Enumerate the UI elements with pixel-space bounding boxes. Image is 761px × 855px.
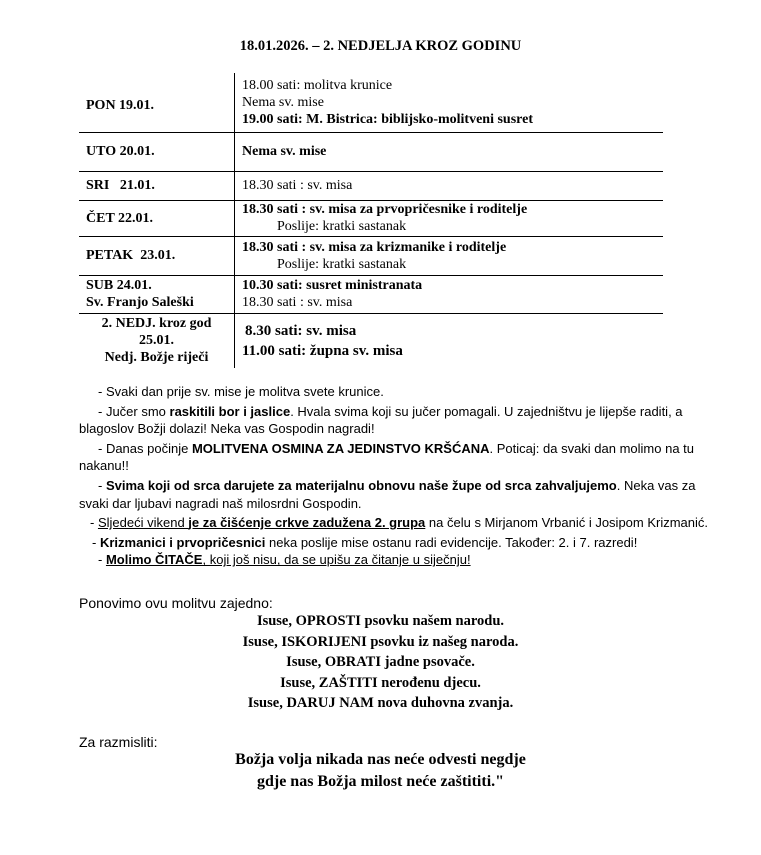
schedule-row-monday	[79, 73, 663, 132]
day-feast: Nedj. Božje riječi	[104, 350, 209, 366]
quote-line: gdje nas Božja milost neće zaštititi."	[256, 773, 505, 790]
day-cell	[79, 132, 235, 171]
announcement	[79, 514, 719, 532]
announcement-text: . Neka vas za svaki dar ljubavi nagradi naš milosrdni Gospodin.	[79, 477, 696, 511]
schedule-row-tuesday	[79, 132, 663, 171]
day-label: SUB 24.01.	[86, 278, 152, 293]
day-label: PETAK 23.01.	[86, 248, 176, 263]
events-cell	[235, 313, 664, 368]
event-line: 18.30 sati : sv. misa za prvopričesnike i roditelje	[242, 202, 528, 217]
day-label: 2. NEDJ. kroz god	[101, 316, 212, 332]
announcement-highlight: MOLITVENA OSMINA ZA JEDINSTVO KRŠĆANA	[191, 440, 490, 456]
event-line: Nema sv. mise	[242, 144, 327, 159]
event-line: 10.30 sati: susret ministranata	[242, 278, 423, 293]
event-line: 18.30 sati : sv. misa za krizmanike i roditelje	[242, 239, 507, 255]
event-line: 8.30 sati: sv. misa	[245, 322, 357, 339]
announcement-highlight: Molimo ČITAČE	[105, 552, 203, 568]
schedule-row-friday	[79, 236, 663, 275]
announcement	[79, 440, 719, 475]
announcement-highlight: Krizmanici i prvopričesnici	[99, 534, 266, 550]
event-line: 18.30 sati : sv. misa	[242, 295, 353, 310]
announcement-text: - Danas počinje	[98, 440, 192, 456]
events-cell	[235, 236, 664, 275]
day-feast: Sv. Franjo Saleški	[86, 295, 194, 310]
reflection-quote	[0, 749, 761, 793]
announcement-text: -	[92, 534, 100, 550]
day-label: PON 19.01.	[86, 97, 155, 113]
event-line: 19.00 sati: M. Bistrica: biblijsko-molitveni susret	[242, 111, 534, 127]
announcement-highlight: raskitili bor i jaslice	[169, 403, 291, 419]
announcement-text: -	[98, 477, 106, 493]
prayer-intro: Ponovimo ovu molitvu zajedno:	[79, 595, 273, 611]
schedule-row-wednesday	[79, 171, 663, 200]
announcement-text: na čelu s Mirjanom Vrbanić i Josipom Krizmanić.	[425, 515, 709, 531]
announcement-text: -	[98, 552, 106, 568]
event-line: Poslije: kratki sastanak	[277, 256, 407, 272]
event-line: 18.30 sati : sv. misa	[242, 178, 353, 193]
prayer-line: Isuse, ISKORIJENI psovku iz našeg naroda.	[242, 633, 519, 650]
day-cell	[79, 313, 235, 368]
announcement-text: neka poslije mise ostanu radi evidencije. Također: 2. i 7. razredi!	[265, 534, 638, 550]
day-cell	[79, 200, 235, 236]
day-cell	[79, 73, 235, 132]
events-cell	[235, 171, 664, 200]
event-line: 11.00 sati: župna sv. misa	[242, 342, 403, 359]
schedule-row-sunday	[79, 313, 663, 368]
prayer-block	[0, 611, 761, 714]
day-cell	[79, 236, 235, 275]
day-label: SRI 21.01.	[86, 178, 155, 193]
event-line: Poslije: kratki sastanak	[277, 219, 407, 234]
prayer-line: Isuse, OPROSTI psovku našem narodu.	[256, 613, 505, 629]
day-label: ČET 22.01.	[86, 210, 154, 226]
day-date: 25.01.	[139, 333, 174, 349]
announcements	[79, 383, 719, 569]
announcement-underlined: , koji još nisu, da se upišu za čitanje u siječnju!	[202, 552, 471, 568]
announcement-text: . Poticaj: da svaki dan molimo na tu nakanu!!	[79, 440, 695, 474]
events-cell	[235, 275, 664, 313]
prayer-line: Isuse, OBRATI jadne psovače.	[286, 654, 475, 670]
reflection-label: Za razmisliti:	[79, 734, 158, 750]
prayer-line: Isuse, ZAŠTITI nerođenu djecu.	[280, 674, 481, 691]
schedule-row-thursday	[79, 200, 663, 236]
announcement	[79, 477, 719, 512]
announcement	[79, 403, 719, 438]
events-cell	[235, 132, 664, 171]
day-cell	[79, 171, 235, 200]
day-cell	[79, 275, 235, 313]
schedule-row-saturday	[79, 275, 663, 313]
announcement-text: . Hvala svima koji su jučer pomagali. U zajedništvu je lijepše raditi, a blagoslov Božji dolazi! Neka vas Gospodin nagradi!	[79, 403, 683, 437]
mass-schedule-table	[79, 73, 663, 368]
announcement-text: - Svaki dan prije sv. mise je molitva svete krunice.	[98, 384, 384, 399]
events-cell	[235, 200, 664, 236]
prayer-line: Isuse, DARUJ NAM nova duhovna zvanja.	[247, 695, 514, 711]
events-cell	[235, 73, 664, 132]
announcement	[79, 551, 719, 569]
day-label: UTO 20.01.	[86, 144, 155, 159]
bulletin-title: 18.01.2026. – 2. NEDJELJA KROZ GODINU	[239, 38, 522, 54]
announcement	[79, 383, 719, 401]
announcement-underlined: Sljedeći vikend	[97, 515, 189, 531]
announcement-text: -	[90, 515, 98, 531]
event-line: Nema sv. mise	[242, 94, 324, 110]
event-line: 18.00 sati: molitva krunice	[242, 77, 393, 93]
announcement-highlight: je za čišćenje crkve zadužena 2. grupa	[188, 515, 426, 531]
announcement	[79, 534, 719, 552]
announcement-highlight: Svima koji od srca darujete za materijalnu obnovu naše župe od srca zahvaljujemo	[105, 477, 617, 493]
quote-line: Božja volja nikada nas neće odvesti negdje	[235, 751, 526, 768]
announcement-text: - Jučer smo	[98, 403, 170, 419]
